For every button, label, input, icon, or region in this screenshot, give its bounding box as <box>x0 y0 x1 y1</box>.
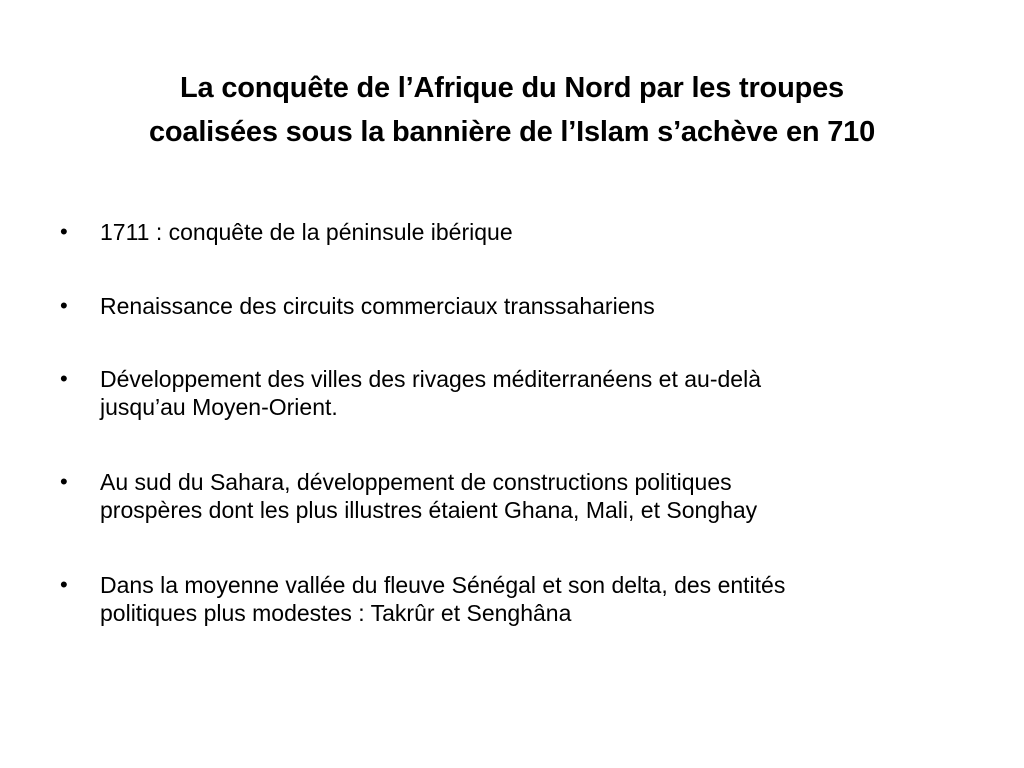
bullet-item <box>60 365 980 421</box>
bullet-item <box>60 571 980 627</box>
title-line-1: La conquête de l’Afrique du Nord par les troupes <box>180 72 844 104</box>
bullet-item <box>60 468 980 524</box>
bullet-item <box>60 292 980 320</box>
bullet-item <box>60 218 980 246</box>
bullet-marker-icon: • <box>60 572 68 597</box>
slide-title <box>60 66 964 154</box>
bullet-text: Développement des villes des rivages méditerranéens et au-delà <box>100 366 761 392</box>
bullet-marker-icon: • <box>60 293 68 318</box>
bullet-marker-icon: • <box>60 469 68 494</box>
bullet-text: prospères dont les plus illustres étaient Ghana, Mali, et Songhay <box>100 497 758 523</box>
bullet-marker-icon: • <box>60 366 68 391</box>
bullet-marker-icon: • <box>60 219 68 244</box>
bullet-text: Au sud du Sahara, développement de constructions politiques <box>100 469 732 495</box>
bullet-text: jusqu’au Moyen-Orient. <box>100 394 338 420</box>
bullet-text: 1711 : conquête de la péninsule ibérique <box>100 219 513 245</box>
bullet-text: Dans la moyenne vallée du fleuve Sénégal et son delta, des entités <box>100 572 786 598</box>
bullet-text: Renaissance des circuits commerciaux transsahariens <box>100 293 655 319</box>
title-line-2: coalisées sous la bannière de l’Islam s’achève en 710 <box>148 116 876 148</box>
bullet-list <box>60 218 980 669</box>
bullet-text: politiques plus modestes : Takrûr et Senghâna <box>100 600 572 626</box>
